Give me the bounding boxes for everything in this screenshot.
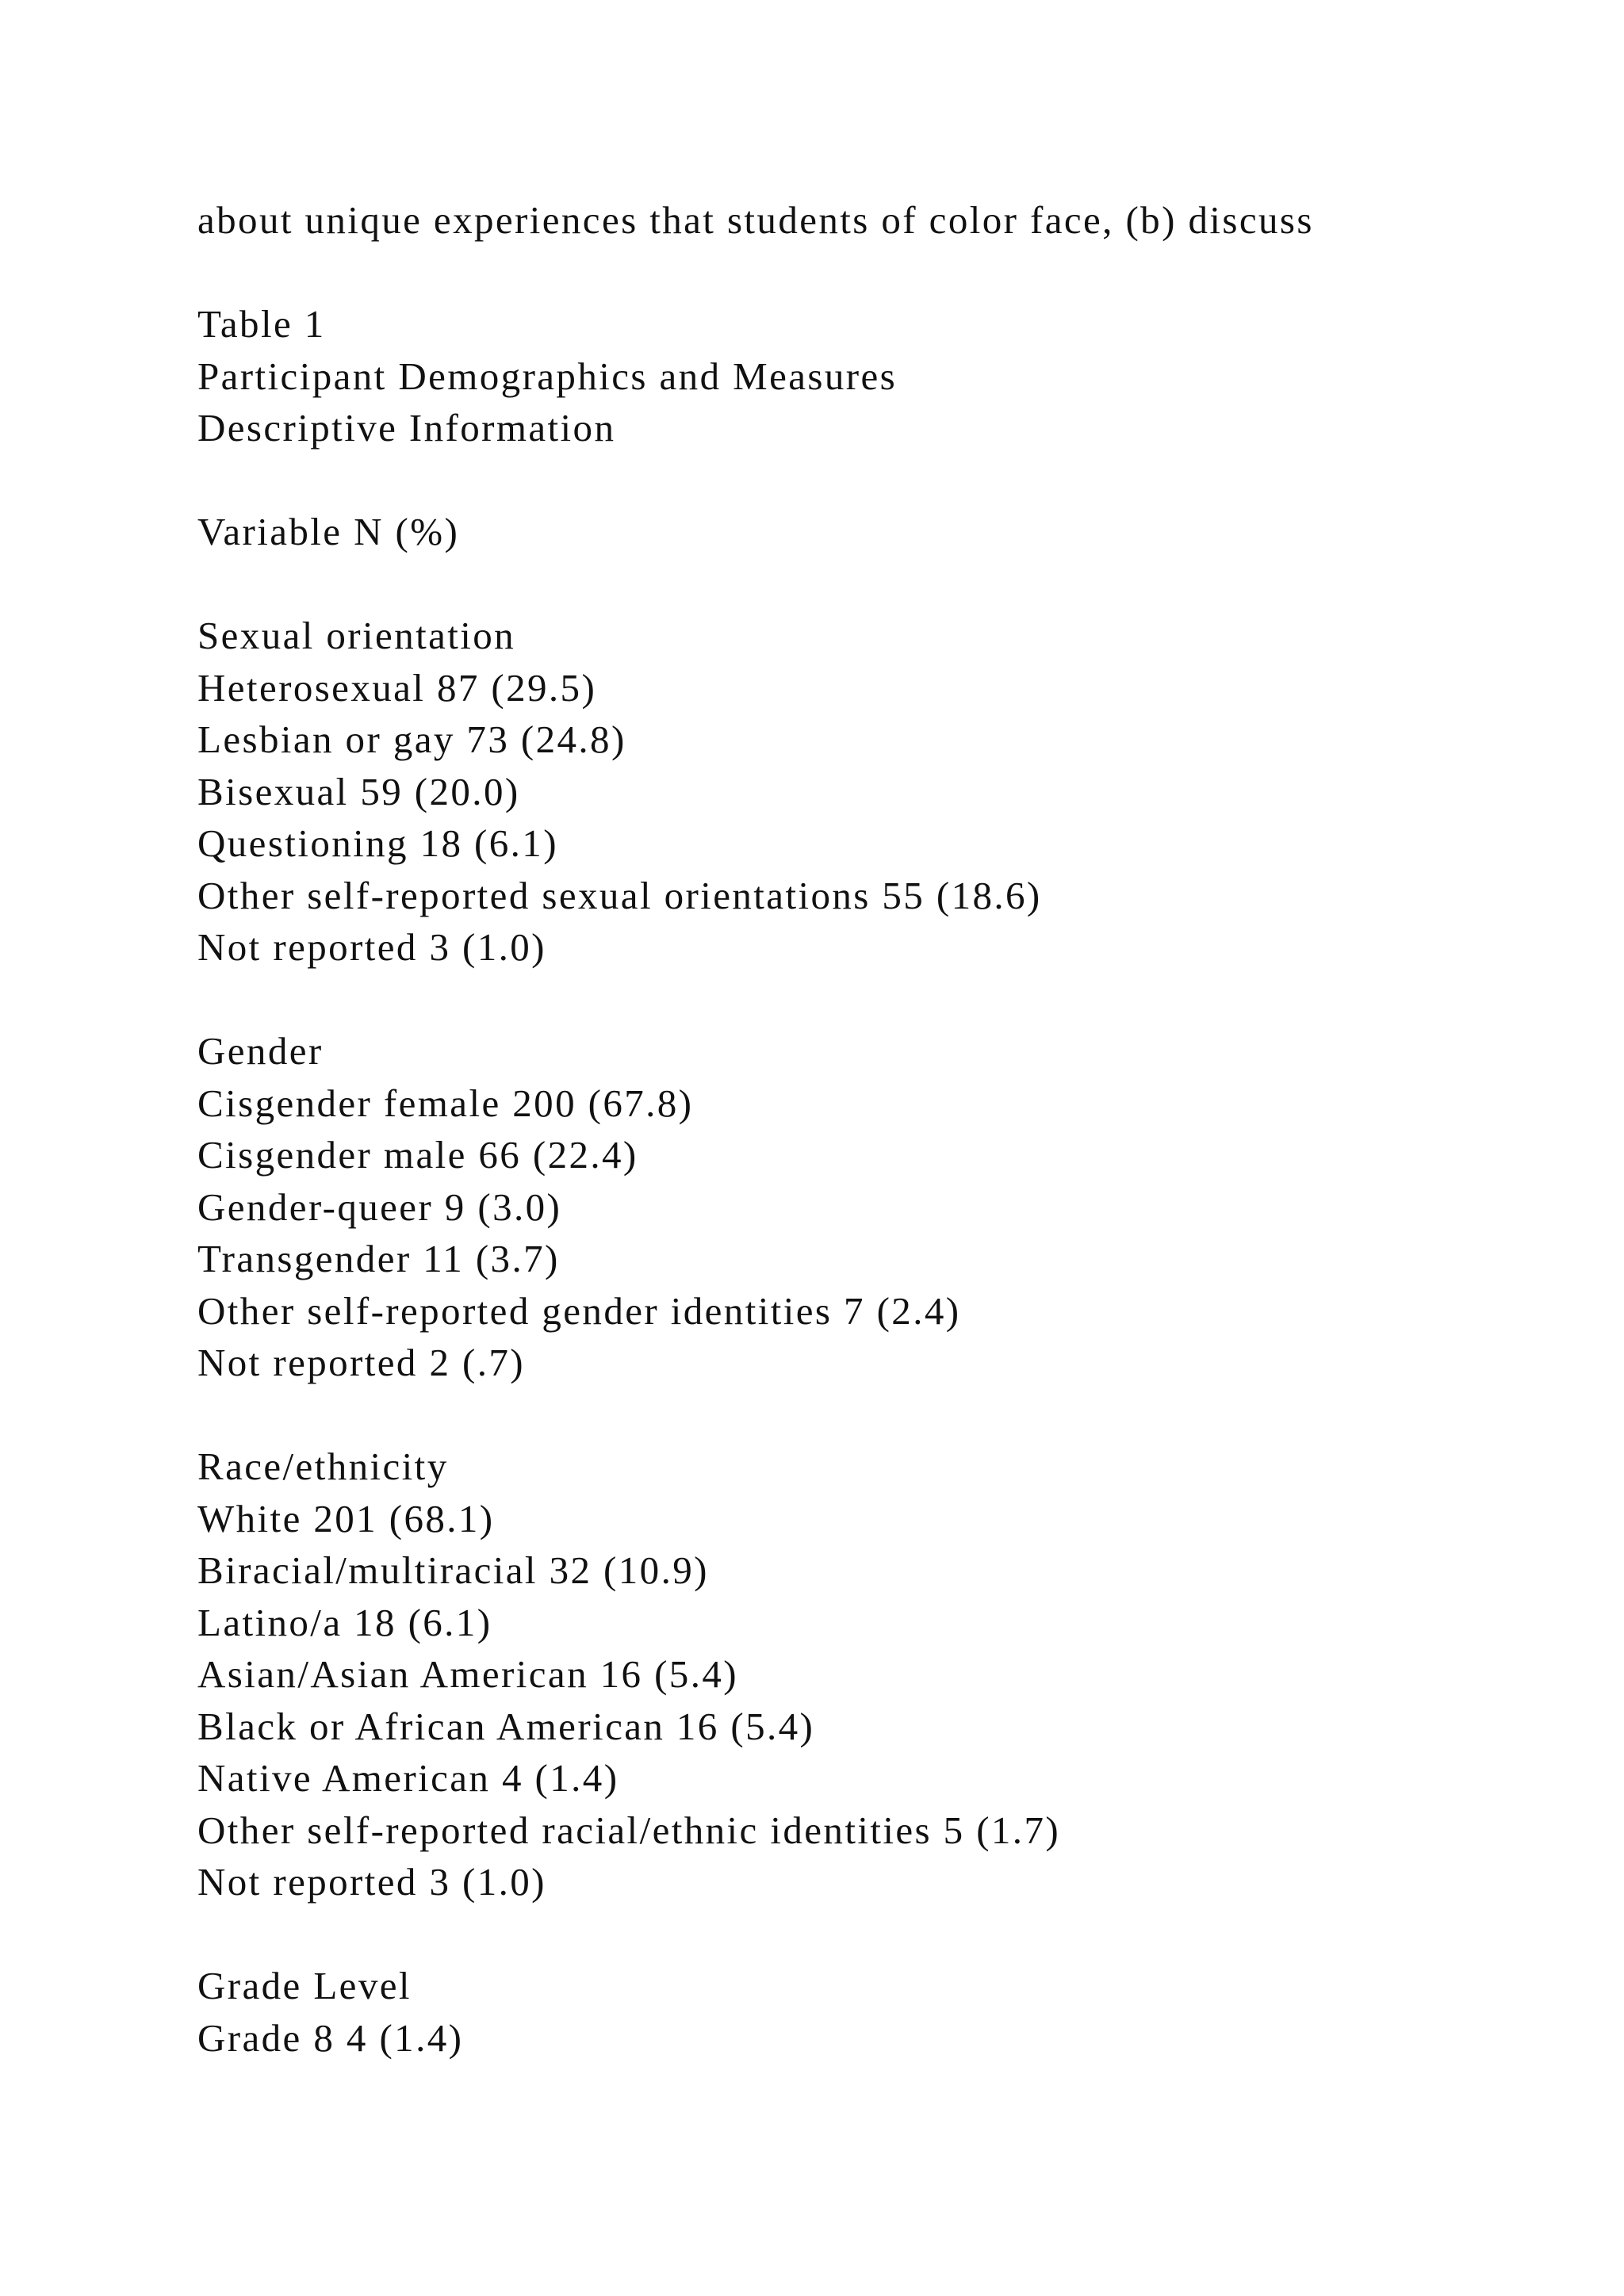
table-row: Other self-reported gender identities 7 (2.4) bbox=[197, 1288, 961, 1333]
blank-line bbox=[197, 1389, 1545, 1441]
table-row: Heterosexual 87 (29.5) bbox=[197, 665, 597, 710]
table-row: Cisgender male 66 (22.4) bbox=[197, 1133, 638, 1177]
table-row: Black or African American 16 (5.4) bbox=[197, 1704, 815, 1748]
blank-line bbox=[197, 558, 1545, 610]
blank-line bbox=[197, 247, 1545, 299]
table-header: Variable N (%) bbox=[197, 510, 460, 553]
table-row: Asian/Asian American 16 (5.4) bbox=[197, 1652, 738, 1696]
table-row: Other self-reported sexual orientations 55 (18.6) bbox=[197, 873, 1042, 917]
table-row: Native American 4 (1.4) bbox=[197, 1756, 619, 1800]
table-row: Questioning 18 (6.1) bbox=[197, 821, 558, 865]
document-text bbox=[197, 194, 1545, 2064]
table-title-line-2: Descriptive Information bbox=[197, 406, 616, 450]
section-heading-race-ethnicity: Race/ethnicity bbox=[197, 1445, 449, 1488]
table-row: Biracial/multiracial 32 (10.9) bbox=[197, 1548, 709, 1592]
table-title-line-1: Participant Demographics and Measures bbox=[197, 354, 898, 398]
table-row: White 201 (68.1) bbox=[197, 1496, 495, 1540]
table-row: Transgender 11 (3.7) bbox=[197, 1237, 560, 1280]
intro-line: about unique experiences that students of color face, (b) discuss bbox=[197, 198, 1314, 242]
table-label: Table 1 bbox=[197, 302, 326, 346]
table-row: Other self-reported racial/ethnic identities 5 (1.7) bbox=[197, 1808, 1061, 1852]
table-row: Grade 8 4 (1.4) bbox=[197, 2015, 464, 2060]
table-row: Not reported 3 (1.0) bbox=[197, 1860, 546, 1904]
blank-line bbox=[197, 454, 1545, 507]
table-row: Not reported 3 (1.0) bbox=[197, 925, 546, 969]
table-row: Latino/a 18 (6.1) bbox=[197, 1600, 492, 1644]
table-row: Gender-queer 9 (3.0) bbox=[197, 1184, 562, 1229]
table-row: Lesbian or gay 73 (24.8) bbox=[197, 718, 626, 761]
table-row: Not reported 2 (.7) bbox=[197, 1341, 525, 1384]
table-row: Cisgender female 200 (67.8) bbox=[197, 1081, 694, 1125]
blank-line bbox=[197, 974, 1545, 1026]
table-row: Bisexual 59 (20.0) bbox=[197, 769, 520, 813]
blank-line bbox=[197, 1908, 1545, 1961]
section-heading-sexual-orientation: Sexual orientation bbox=[197, 614, 516, 657]
section-heading-grade-level: Grade Level bbox=[197, 1964, 412, 2007]
section-heading-gender: Gender bbox=[197, 1029, 324, 1073]
